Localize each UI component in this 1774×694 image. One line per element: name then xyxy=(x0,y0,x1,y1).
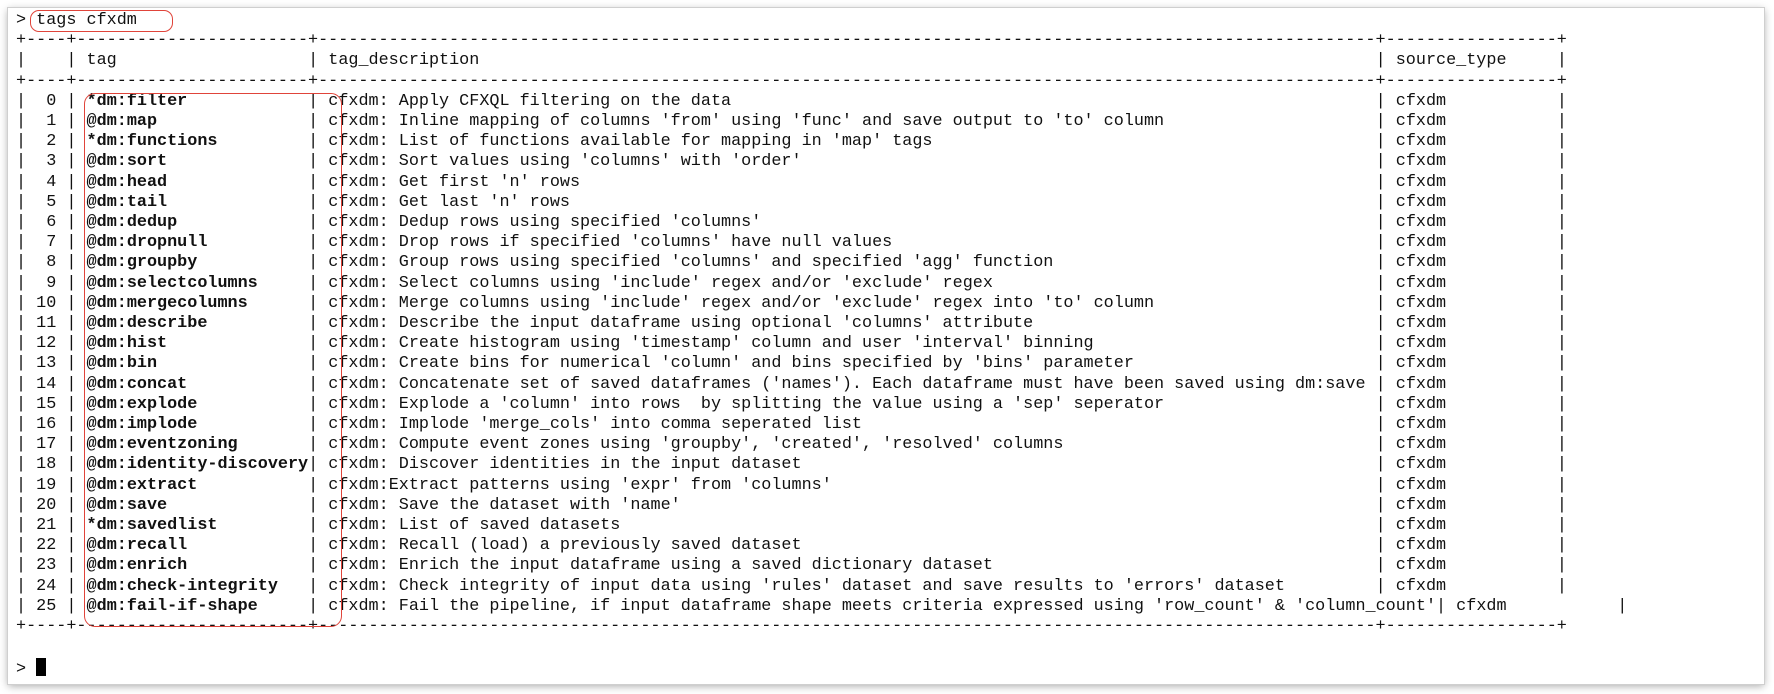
row-index: 19 xyxy=(36,475,57,495)
source-type: cfxdm xyxy=(1456,596,1507,616)
source-type: cfxdm xyxy=(1395,192,1447,212)
source-type: cfxdm xyxy=(1395,455,1447,475)
row-index: 17 xyxy=(36,435,57,455)
column-header-tag_description: tag_description xyxy=(328,51,480,71)
tag-name: @dm:concat xyxy=(86,374,188,394)
row-index: 23 xyxy=(36,556,57,576)
row-index: 12 xyxy=(36,334,57,354)
source-type: cfxdm xyxy=(1395,334,1447,354)
table-row: | 3 | @dm:sort | cfxdm: Sort values using 'columns' with 'order' | cfxdm | xyxy=(16,152,1567,172)
tag-description: cfxdm: Create bins for numerical 'column' and bins specified by 'bins' parameter xyxy=(328,354,1134,374)
tag-description: cfxdm: Drop rows if specified 'columns' have null values xyxy=(328,233,893,253)
tag-description: cfxdm: Fail the pipeline, if input dataframe shape meets criteria expressed using 'row_count' & 'column_count' xyxy=(328,596,1437,616)
tag-name: @dm:check-integrity xyxy=(86,576,278,596)
table-row: | 8 | @dm:groupby | cfxdm: Group rows using specified 'columns' and specified 'agg' function | cfxdm | xyxy=(16,253,1567,273)
row-index: 9 xyxy=(46,273,57,293)
row-index: 18 xyxy=(36,455,57,475)
table-row: | 4 | @dm:head | cfxdm: Get first 'n' rows | cfxdm | xyxy=(16,172,1567,192)
table-row: | 0 | *dm:filter | cfxdm: Apply CFXQL filtering on the data | cfxdm | xyxy=(16,91,1567,111)
table-row: | 25 | @dm:fail-if-shape | cfxdm: Fail the pipeline, if input dataframe shape meets criteria expressed using 'row_count' & 'column_count'| cfxdm | xyxy=(16,596,1628,616)
command-line xyxy=(16,11,1627,31)
table-row: | 11 | @dm:describe | cfxdm: Describe the input dataframe using optional 'columns' attribute | cfxdm | xyxy=(16,314,1567,334)
column-header-tag: tag xyxy=(86,51,117,71)
table-row: | 22 | @dm:recall | cfxdm: Recall (load) a previously saved dataset | cfxdm | xyxy=(16,536,1567,556)
row-index: 21 xyxy=(36,516,57,536)
tag-description: cfxdm: Implode 'merge_cols' into comma seperated list xyxy=(328,415,862,435)
table-row: | 19 | @dm:extract | cfxdm:Extract patterns using 'expr' from 'columns' | cfxdm | xyxy=(16,475,1567,495)
row-index: 11 xyxy=(36,314,57,334)
source-type: cfxdm xyxy=(1395,91,1447,111)
tag-description: cfxdm: Get first 'n' rows xyxy=(328,172,581,192)
source-type: cfxdm xyxy=(1395,374,1447,394)
source-type: cfxdm xyxy=(1395,293,1447,313)
tag-name: *dm:filter xyxy=(86,91,188,111)
tag-description: cfxdm: Describe the input dataframe using optional 'columns' attribute xyxy=(328,314,1034,334)
tag-name: @dm:identity-discovery xyxy=(86,455,309,475)
tag-name: @dm:explode xyxy=(86,394,198,414)
row-index: 6 xyxy=(46,213,57,233)
tag-description: cfxdm: Compute event zones using 'groupby', 'created', 'resolved' columns xyxy=(328,435,1064,455)
tag-name: @dm:recall xyxy=(86,536,188,556)
tag-description: cfxdm: Get last 'n' rows xyxy=(328,192,570,212)
column-header-source_type: source_type xyxy=(1395,51,1507,71)
tag-name: *dm:functions xyxy=(86,132,218,152)
row-index: 1 xyxy=(46,112,57,132)
table-row: | 10 | @dm:mergecolumns | cfxdm: Merge columns using 'include' regex and/or 'exclude' regex into 'to' column | cfxdm | xyxy=(16,293,1567,313)
tag-description: cfxdm: Save the dataset with 'name' xyxy=(328,495,681,515)
table-row: | 23 | @dm:enrich | cfxdm: Enrich the input dataframe using a saved dictionary dataset | cfxdm | xyxy=(16,556,1567,576)
tag-name: @dm:extract xyxy=(86,475,198,495)
tag-name: @dm:head xyxy=(86,172,168,192)
tag-name: @dm:groupby xyxy=(86,253,198,273)
tag-description: cfxdm: List of functions available for mapping in 'map' tags xyxy=(328,132,933,152)
row-index: 25 xyxy=(36,596,57,616)
table-row: | 1 | @dm:map | cfxdm: Inline mapping of columns 'from' using 'func' and save output to 'to' column | cfxdm | xyxy=(16,112,1567,132)
terminal-cursor[interactable] xyxy=(36,658,46,676)
source-type: cfxdm xyxy=(1395,536,1447,556)
table-border-header: +----+-----------------------+---------------------------------------------------------------------------------------------------------+-----------------+ xyxy=(16,71,1567,91)
tag-name: @dm:hist xyxy=(86,334,168,354)
blank-line xyxy=(16,637,1627,657)
tag-description: cfxdm: Dedup rows using specified 'columns' xyxy=(328,213,762,233)
table-row: | 21 | *dm:savedlist | cfxdm: List of saved datasets | cfxdm | xyxy=(16,516,1567,536)
tag-name: @dm:dedup xyxy=(86,213,178,233)
source-type: cfxdm xyxy=(1395,394,1447,414)
table-row: | 14 | @dm:concat | cfxdm: Concatenate set of saved dataframes ('names'). Each dataframe must have been saved using dm:save | cfxdm | xyxy=(16,374,1567,394)
tag-name: @dm:enrich xyxy=(86,556,188,576)
table-row: | 6 | @dm:dedup | cfxdm: Dedup rows using specified 'columns' | cfxdm | xyxy=(16,213,1567,233)
table-border-top: +----+-----------------------+---------------------------------------------------------------------------------------------------------+-----------------+ xyxy=(16,31,1567,51)
table-row: | 15 | @dm:explode | cfxdm: Explode a 'column' into rows by splitting the value using a 'sep' seperator | cfxdm | xyxy=(16,394,1567,414)
prompt-symbol: > xyxy=(16,11,27,30)
source-type: cfxdm xyxy=(1395,314,1447,334)
tag-description: cfxdm: Enrich the input dataframe using a saved dictionary dataset xyxy=(328,556,993,576)
tag-name: @dm:describe xyxy=(86,314,208,334)
source-type: cfxdm xyxy=(1395,495,1447,515)
source-type: cfxdm xyxy=(1395,556,1447,576)
row-index: 13 xyxy=(36,354,57,374)
source-type: cfxdm xyxy=(1395,576,1447,596)
source-type: cfxdm xyxy=(1395,172,1447,192)
tag-description: cfxdm: Recall (load) a previously saved dataset xyxy=(328,536,802,556)
row-index: 10 xyxy=(36,293,57,313)
source-type: cfxdm xyxy=(1395,435,1447,455)
tag-name: @dm:eventzoning xyxy=(86,435,238,455)
tag-description: cfxdm: Select columns using 'include' regex and/or 'exclude' regex xyxy=(328,273,993,293)
tag-description: cfxdm: Inline mapping of columns 'from' using 'func' and save output to 'to' column xyxy=(328,112,1165,132)
terminal-window[interactable] xyxy=(8,8,1764,684)
tag-description: cfxdm: Discover identities in the input dataset xyxy=(328,455,802,475)
row-index: 4 xyxy=(46,172,57,192)
table-row: | 17 | @dm:eventzoning | cfxdm: Compute event zones using 'groupby', 'created', 'resolved' columns | cfxdm | xyxy=(16,435,1567,455)
tag-column-highlight xyxy=(84,93,342,627)
table-row: | 16 | @dm:implode | cfxdm: Implode 'merge_cols' into comma seperated list | cfxdm | xyxy=(16,415,1567,435)
tag-description: cfxdm: Merge columns using 'include' regex and/or 'exclude' regex into 'to' column xyxy=(328,293,1155,313)
row-index: 16 xyxy=(36,415,57,435)
row-index: 8 xyxy=(46,253,57,273)
final-prompt-line xyxy=(16,658,1627,680)
row-index: 3 xyxy=(46,152,57,172)
source-type: cfxdm xyxy=(1395,233,1447,253)
tag-name: @dm:save xyxy=(86,495,168,515)
tag-name: @dm:selectcolumns xyxy=(86,273,258,293)
tag-name: @dm:mergecolumns xyxy=(86,293,248,313)
tag-name: @dm:sort xyxy=(86,152,168,172)
source-type: cfxdm xyxy=(1395,354,1447,374)
tag-description: cfxdm: Check integrity of input data using 'rules' dataset and save results to 'errors' dataset xyxy=(328,576,1285,596)
tag-description: cfxdm: Sort values using 'columns' with 'order' xyxy=(328,152,802,172)
source-type: cfxdm xyxy=(1395,475,1447,495)
table-row: | 24 | @dm:check-integrity | cfxdm: Check integrity of input data using 'rules' dataset and save results to 'errors' dataset | cfxdm | xyxy=(16,576,1567,596)
tag-description: cfxdm: List of saved datasets xyxy=(328,516,621,536)
tag-description: cfxdm: Concatenate set of saved dataframes ('names'). Each dataframe must have been saved using dm:save xyxy=(328,374,1366,394)
command-text: tags cfxdm xyxy=(36,11,137,30)
table-row: | 18 | @dm:identity-discovery| cfxdm: Discover identities in the input dataset | cfxdm | xyxy=(16,455,1567,475)
table-border-bottom: +----+-----------------------+---------------------------------------------------------------------------------------------------------+-----------------+ xyxy=(16,617,1567,637)
source-type: cfxdm xyxy=(1395,273,1447,293)
tag-name: @dm:tail xyxy=(86,192,168,212)
tag-name: *dm:savedlist xyxy=(86,516,218,536)
table-row: | 20 | @dm:save | cfxdm: Save the dataset with 'name' | cfxdm | xyxy=(16,495,1567,515)
tag-name: @dm:bin xyxy=(86,354,158,374)
source-type: cfxdm xyxy=(1395,415,1447,435)
command-highlight xyxy=(30,10,173,32)
prompt-symbol: > xyxy=(16,659,27,679)
table-header-row: | | tag | tag_description | source_type | xyxy=(16,51,1567,71)
row-index: 20 xyxy=(36,495,57,515)
table-row: | 2 | *dm:functions | cfxdm: List of functions available for mapping in 'map' tags | cfxdm | xyxy=(16,132,1567,152)
source-type: cfxdm xyxy=(1395,516,1447,536)
source-type: cfxdm xyxy=(1395,152,1447,172)
row-index: 22 xyxy=(36,536,57,556)
row-index: 2 xyxy=(46,132,57,152)
tag-description: cfxdm:Extract patterns using 'expr' from 'columns' xyxy=(328,475,832,495)
row-index: 0 xyxy=(46,91,57,111)
tag-description: cfxdm: Group rows using specified 'columns' and specified 'agg' function xyxy=(328,253,1054,273)
source-type: cfxdm xyxy=(1395,253,1447,273)
tag-description: cfxdm: Explode a 'column' into rows by splitting the value using a 'sep' seperator xyxy=(328,394,1165,414)
table-row: | 13 | @dm:bin | cfxdm: Create bins for numerical 'column' and bins specified by 'bins' parameter | cfxdm | xyxy=(16,354,1567,374)
table-row: | 5 | @dm:tail | cfxdm: Get last 'n' rows | cfxdm | xyxy=(16,192,1567,212)
table-row: | 12 | @dm:hist | cfxdm: Create histogram using 'timestamp' column and user 'interval' binning | cfxdm | xyxy=(16,334,1567,354)
source-type: cfxdm xyxy=(1395,213,1447,233)
row-index: 24 xyxy=(36,576,57,596)
row-index: 14 xyxy=(36,374,57,394)
tag-name: @dm:implode xyxy=(86,415,198,435)
row-index: 5 xyxy=(46,192,57,212)
source-type: cfxdm xyxy=(1395,132,1447,152)
tag-description: cfxdm: Create histogram using 'timestamp' column and user 'interval' binning xyxy=(328,334,1094,354)
tag-name: @dm:dropnull xyxy=(86,233,208,253)
row-index: 15 xyxy=(36,394,57,414)
table-row: | 9 | @dm:selectcolumns | cfxdm: Select columns using 'include' regex and/or 'exclude' regex | cfxdm | xyxy=(16,273,1567,293)
tag-name: @dm:map xyxy=(86,112,158,132)
source-type: cfxdm xyxy=(1395,112,1447,132)
row-index: 7 xyxy=(46,233,57,253)
tag-name: @dm:fail-if-shape xyxy=(86,596,258,616)
table-row: | 7 | @dm:dropnull | cfxdm: Drop rows if specified 'columns' have null values | cfxdm | xyxy=(16,233,1567,253)
tag-description: cfxdm: Apply CFXQL filtering on the data xyxy=(328,91,732,111)
